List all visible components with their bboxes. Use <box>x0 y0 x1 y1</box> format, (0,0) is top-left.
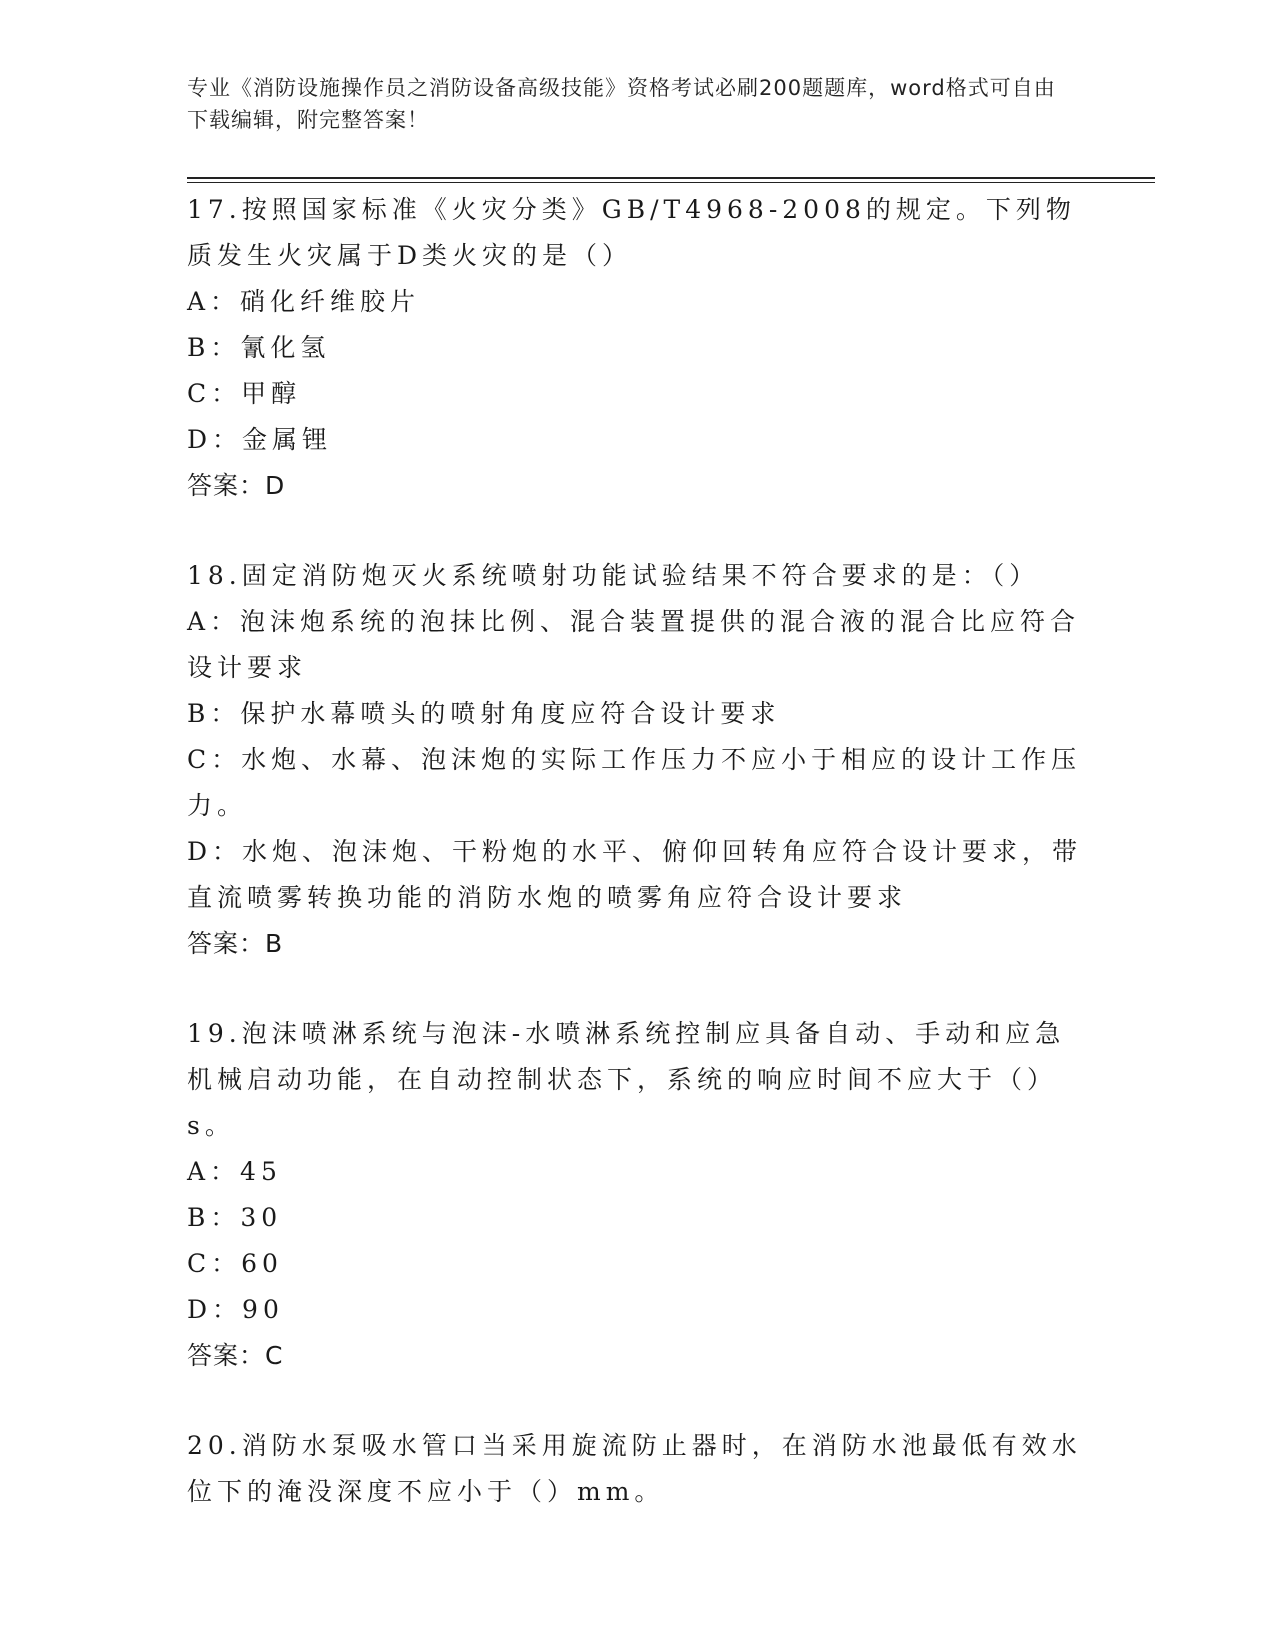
answer: 答案：C <box>187 1341 284 1370</box>
answer: 答案：D <box>187 471 286 500</box>
question-stem: 18.固定消防炮灭火系统喷射功能试验结果不符合要求的是：（） <box>187 561 1040 590</box>
option-b: B：保护水幕喷头的喷射角度应符合设计要求 <box>187 699 781 728</box>
option-c: C：水炮、水幕、泡沫炮的实际工作压力不应小于相应的设计工作压力。 <box>187 745 1082 820</box>
header-rule-thick <box>187 177 1155 179</box>
option-a: A：45 <box>187 1157 282 1186</box>
question-19 <box>187 1011 1087 1379</box>
question-list <box>187 187 1087 1515</box>
option-d: D：水炮、泡沫炮、干粉炮的水平、俯仰回转角应符合设计要求，带直流喷雾转换功能的消防水炮的喷雾角应符合设计要求 <box>187 837 1083 912</box>
question-18 <box>187 553 1087 967</box>
answer: 答案：B <box>187 929 284 958</box>
option-a: A：泡沫炮系统的泡抹比例、混合装置提供的混合液的混合比应符合设计要求 <box>187 607 1081 682</box>
header-rule-thin <box>187 182 1155 183</box>
question-stem: 17.按照国家标准《火灾分类》GB/T4968-2008的规定。下列物质发生火灾属于D类火灾的是（） <box>187 195 1076 270</box>
option-c: C：甲醇 <box>187 379 302 408</box>
question-17 <box>187 187 1087 509</box>
option-a: A：硝化纤维胶片 <box>187 287 421 316</box>
option-b: B：30 <box>187 1203 283 1232</box>
question-stem: 19.泡沫喷淋系统与泡沫-水喷淋系统控制应具备自动、手动和应急机械启动功能，在自动控制状态下，系统的响应时间不应大于（）s。 <box>187 1019 1066 1140</box>
question-20 <box>187 1423 1087 1515</box>
option-d: D：金属锂 <box>187 425 333 454</box>
question-stem: 20.消防水泵吸水管口当采用旋流防止器时，在消防水池最低有效水位下的淹没深度不应小于（）mm。 <box>187 1431 1082 1506</box>
option-c: C：60 <box>187 1249 283 1278</box>
option-d: D：90 <box>187 1295 284 1324</box>
option-b: B：氰化氢 <box>187 333 331 362</box>
document-header: 专业《消防设施操作员之消防设备高级技能》资格考试必刷200题题库，word格式可自由下载编辑，附完整答案！ <box>187 76 1056 132</box>
